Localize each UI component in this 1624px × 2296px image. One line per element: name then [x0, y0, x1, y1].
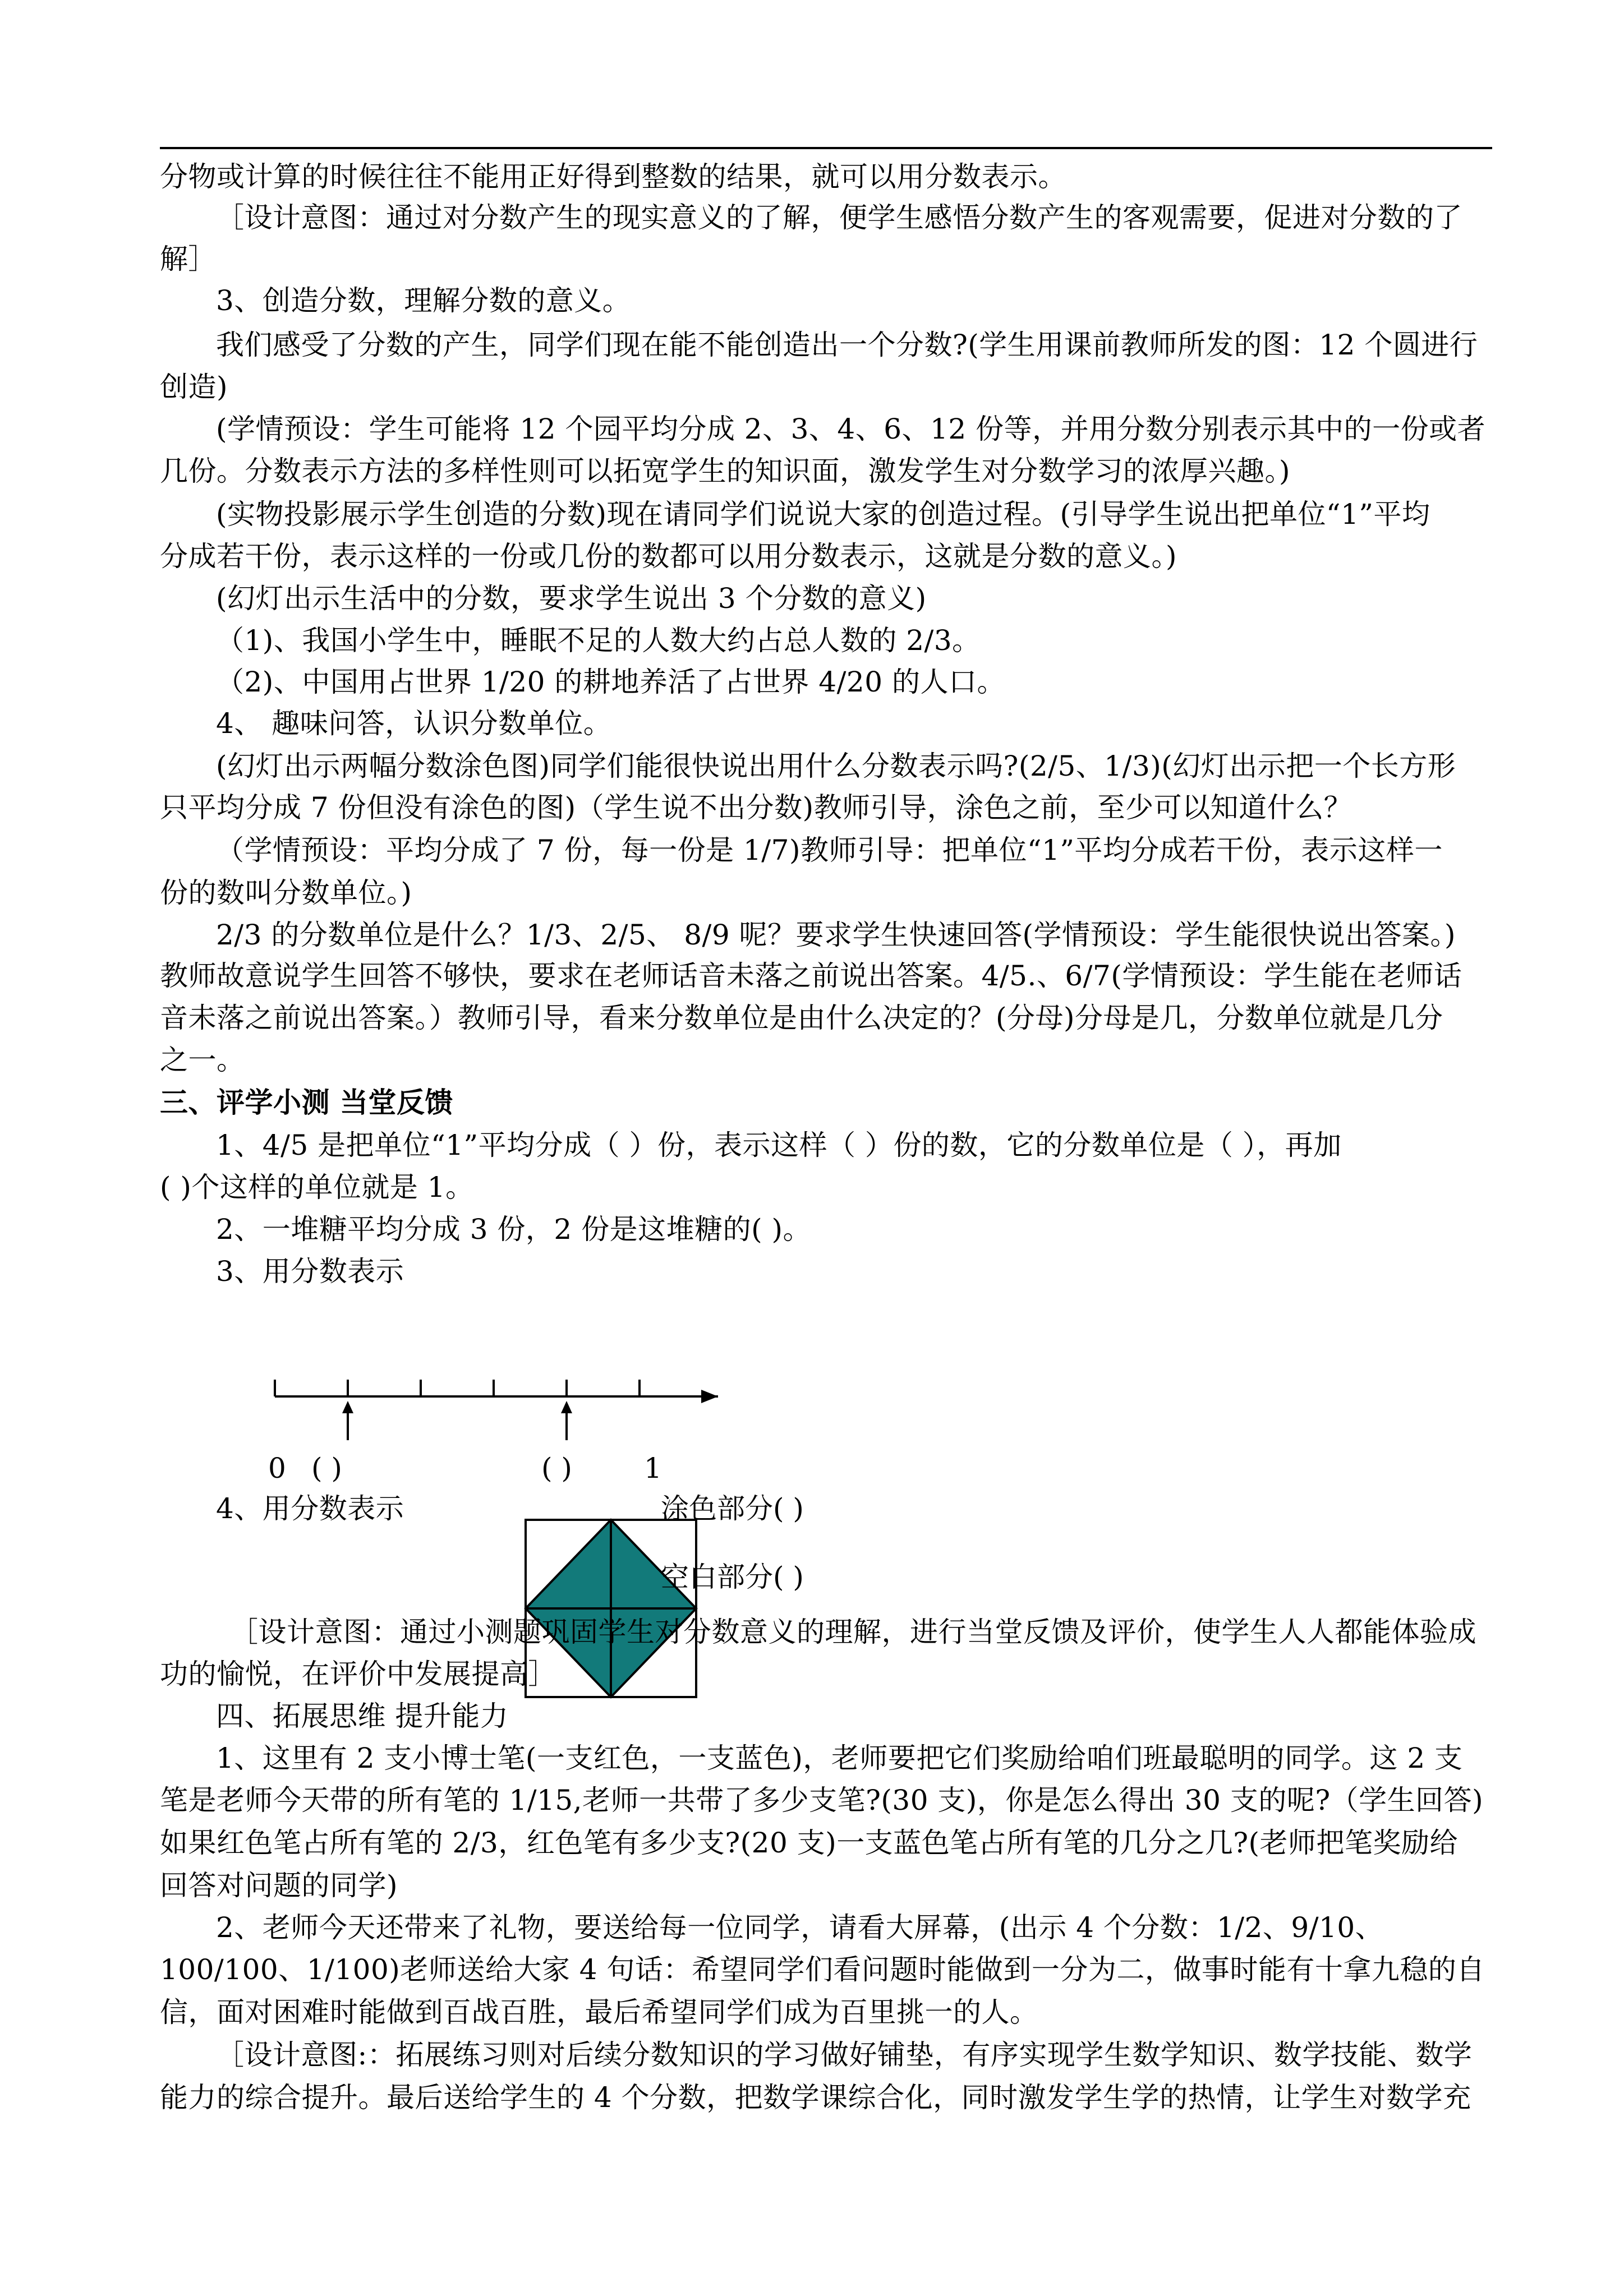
paragraph-line: 信，面对困难时能做到百战百胜，最后希望同学们成为百里挑一的人。 [160, 1996, 1038, 2028]
paragraph-line: 四、拓展思维 提升能力 [216, 1700, 509, 1732]
number-line-blank-left: ( ) [311, 1452, 342, 1484]
paragraph-line: 创造) [160, 371, 228, 403]
paragraph-line: 分成若干份，表示这样的一份或几份的数都可以用分数表示，这就是分数的意义。) [160, 540, 1177, 573]
paragraph-line: ［设计意图：通过小测题巩固学生对分数意义的理解，进行当堂反馈及评价，使学生人人都能体验成 [230, 1616, 1476, 1648]
paragraph-line: 几份。分数表示方法的多样性则可以拓宽学生的知识面，激发学生对分数学习的浓厚兴趣。) [160, 455, 1291, 487]
paragraph-line: 3、用分数表示 [216, 1255, 404, 1288]
paragraph-line: 之一。 [160, 1044, 245, 1076]
paragraph-line: 2/3 的分数单位是什么？1/3、2/5、 8/9 呢？要求学生快速回答(学情预设：学生能很快说出答案。) [216, 919, 1456, 951]
paragraph-line: 笔是老师今天带的所有笔的 1/15,老师一共带了多少支笔?(30 支)，你是怎么得出 30 支的呢?（学生回答) [160, 1784, 1484, 1816]
number-line-one-label: 1 [644, 1452, 662, 1484]
paragraph-line: 只平均分成 7 份但没有涂色的图)（学生说不出分数)教师引导，涂色之前，至少可以知道什么？ [160, 791, 1352, 824]
number-line-figure [269, 1357, 729, 1441]
paragraph-line: (幻灯出示两幅分数涂色图)同学们能很快说出用什么分数表示吗?(2/5、1/3)(幻灯出示把一个长方形 [216, 750, 1456, 782]
paragraph-line: ( )个这样的单位就是 1。 [160, 1171, 474, 1204]
paragraph-line: 4、 趣味问答，认识分数单位。 [216, 707, 612, 740]
blank-part-label: 空白部分( ) [661, 1561, 804, 1593]
paragraph-line: 2、老师今天还带来了礼物，要送给每一位同学，请看大屏幕，(出示 4 个分数：1/2、9/10、 [216, 1911, 1384, 1944]
paragraph-line: 如果红色笔占所有笔的 2/3，红色笔有多少支?(20 支)一支蓝色笔占所有笔的几分之几?(老师把笔奖励给 [160, 1827, 1459, 1859]
paragraph-line: 1、4/5 是把单位“1”平均分成（ ）份，表示这样（ ）份的数，它的分数单位是（ ），再加 [216, 1129, 1342, 1161]
paragraph-line: 能力的综合提升。最后送给学生的 4 个分数，把数学课综合化，同时激发学生学的热情，让学生对数学充 [160, 2081, 1471, 2114]
number-line-arrowhead [701, 1390, 718, 1403]
shaded-part-label: 涂色部分( ) [661, 1492, 804, 1525]
header-rule [160, 147, 1492, 149]
paragraph-line: 音未落之前说出答案。）教师引导，看来分数单位是由什么决定的？(分母)分母是几，分数单位就是几分 [160, 1002, 1443, 1034]
paragraph-line: 3、创造分数，理解分数的意义。 [216, 284, 631, 317]
paragraph-line: （1)、我国小学生中，睡眠不足的人数大约占总人数的 2/3。 [216, 624, 981, 657]
paragraph-line: ［设计意图：通过对分数产生的现实意义的了解，便学生感悟分数产生的客观需要，促进对分数的了 [216, 201, 1462, 234]
number-line-zero-label: 0 [268, 1452, 286, 1484]
paragraph-line: 回答对问题的同学) [160, 1869, 398, 1902]
pointer-arrowhead-right [561, 1401, 572, 1413]
paragraph-line: 2、一堆糖平均分成 3 份，2 份是这堆糖的( )。 [216, 1213, 812, 1246]
paragraph-line: 解］ [160, 243, 217, 275]
paragraph-line: 4、用分数表示 [216, 1492, 404, 1525]
number-line-blank-right: ( ) [541, 1452, 572, 1484]
paragraph-line: （2)、中国用占世界 1/20 的耕地养活了占世界 4/20 的人口。 [216, 666, 1005, 698]
paragraph-line: (实物投影展示学生创造的分数)现在请同学们说说大家的创造过程。(引导学生说出把单位“1”平均 [216, 498, 1430, 531]
pointer-arrowhead-left [342, 1401, 353, 1413]
paragraph-line: 100/100、1/100)老师送给大家 4 句话：希望同学们看问题时能做到一分为二，做事时能有十拿九稳的自 [160, 1953, 1485, 1986]
paragraph-line: （学情预设：平均分成了 7 份，每一份是 1/7)教师引导：把单位“1”平均分成若干份，表示这样一 [216, 834, 1443, 866]
paragraph-line: ［设计意图:：拓展练习则对后续分数知识的学习做好铺垫，有序实现学生数学知识、数学技能、数学 [216, 2039, 1473, 2071]
paragraph-line: (学情预设：学生可能将 12 个园平均分成 2、3、4、6、12 份等，并用分数分别表示其中的一份或者 [216, 413, 1486, 445]
paragraph-line: 1、这里有 2 支小博士笔(一支红色，一支蓝色)，老师要把它们奖励给咱们班最聪明的同学。这 2 支 [216, 1742, 1463, 1774]
paragraph-line: 分物或计算的时候往往不能用正好得到整数的结果，就可以用分数表示。 [160, 160, 1066, 193]
paragraph-line: 份的数叫分数单位。) [160, 877, 412, 909]
section-heading: 三、评学小测 当堂反馈 [160, 1086, 453, 1119]
paragraph-line: 我们感受了分数的产生，同学们现在能不能创造出一个分数?(学生用课前教师所发的图：12 个圆进行 [216, 329, 1478, 361]
paragraph-line: 功的愉悦，在评价中发展提高］ [160, 1658, 556, 1690]
paragraph-line: 教师故意说学生回答不够快，要求在老师话音未落之前说出答案。4/5.、6/7(学情预设：学生能在老师话 [160, 960, 1462, 992]
paragraph-line: (幻灯出示生活中的分数，要求学生说出 3 个分数的意义) [216, 582, 927, 615]
